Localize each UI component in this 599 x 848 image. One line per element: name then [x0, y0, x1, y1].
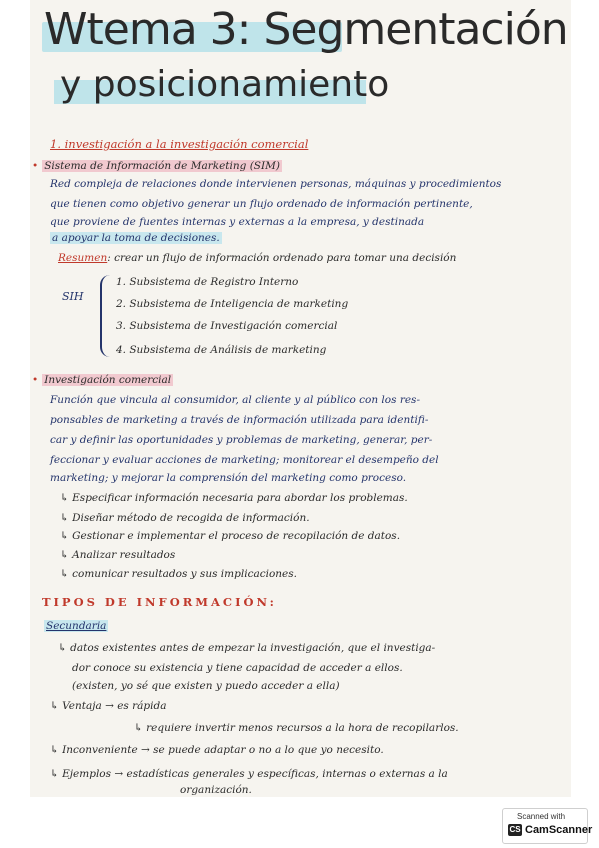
subsystem-item: 3. Subsistema de Investigación comercial — [116, 320, 338, 332]
process-step: ↳ Analizar resultados — [60, 549, 176, 561]
section2-title: Investigación comercial — [44, 374, 172, 386]
camscanner-logo-icon: CS — [509, 825, 521, 834]
bullet: • — [32, 374, 39, 386]
sim-title: Sistema de Información de Marketing (SIM) — [44, 160, 280, 172]
process-step: ↳ Diseñar método de recogida de información. — [60, 512, 310, 524]
ventaja-line: ↳ Ventaja → es rápida — [50, 700, 167, 712]
section2-definition-line: marketing; y mejorar la comprensión del marketing como proceso. — [50, 472, 407, 484]
section1-heading: 1. investigación a la investigación comercial — [50, 137, 309, 151]
camscanner-name: CamScanner — [525, 824, 593, 836]
subsystem-item: 1. Subsistema de Registro Interno — [116, 276, 299, 288]
page-title: Wtema 3: Segmentación — [44, 4, 568, 55]
section2-definition-line: Función que vincula al consumidor, al cliente y al público con los res- — [50, 394, 420, 406]
section2-definition-line: car y definir las oportunidades y problemas de marketing, generar, per- — [50, 434, 433, 446]
section3-title: TIPOS DE INFORMACIÓN: — [42, 595, 277, 609]
sim-title-line — [32, 160, 282, 173]
page-subtitle: y posicionamiento — [60, 64, 389, 105]
resumen-line — [58, 252, 456, 265]
subsystem-item: 4. Subsistema de Análisis de marketing — [116, 344, 327, 356]
process-step: ↳ Especificar información necesaria para abordar los problemas. — [60, 492, 408, 504]
sim-definition-line: a apoyar la toma de decisiones. — [52, 232, 220, 244]
bullet: • — [32, 160, 39, 172]
resumen-text: : crear un flujo de información ordenado para tomar una decisión — [107, 252, 457, 264]
secondary-info-line: (existen, yo sé que existen y puedo acceder a ella) — [72, 680, 340, 692]
ejemplos-line-2: organización. — [180, 784, 252, 796]
secondary-info-line: dor conoce su existencia y tiene capacidad de acceder a ellos. — [72, 662, 403, 674]
scanned-with-label: Scanned with — [517, 812, 566, 821]
sih-label: SIH — [62, 290, 84, 303]
ejemplos-line: ↳ Ejemplos → estadísticas generales y específicas, internas o externas a la — [50, 768, 448, 780]
notebook-page — [30, 0, 571, 797]
resumen-label: Resumen — [58, 252, 108, 264]
sim-definition-line: Red compleja de relaciones donde intervienen personas, máquinas y procedimientos — [50, 178, 502, 190]
process-step: ↳ comunicar resultados y sus implicaciones. — [60, 568, 297, 580]
section2-definition-line: ponsables de marketing a través de información utilizada para identifi- — [50, 414, 429, 426]
section2-title-line — [32, 374, 173, 387]
ventaja-detail: ↳ requiere invertir menos recursos a la hora de recopilarlos. — [134, 722, 459, 734]
section3-subtitle: Secundaria — [46, 620, 107, 632]
section2-definition-line: feccionar y evaluar acciones de marketing; monitorear el desempeño del — [50, 454, 439, 466]
inconveniente-line: ↳ Inconveniente → se puede adaptar o no a lo que yo necesito. — [50, 744, 384, 756]
brace-icon — [100, 275, 112, 357]
secondary-info-line: ↳ datos existentes antes de empezar la investigación, que el investiga- — [58, 642, 436, 654]
sim-definition-line: que proviene de fuentes internas y externas a la empresa, y destinada — [50, 216, 425, 228]
process-step: ↳ Gestionar e implementar el proceso de recopilación de datos. — [60, 530, 401, 542]
camscanner-watermark — [502, 808, 593, 844]
sim-definition-line: que tienen como objetivo generar un flujo ordenado de información pertinente, — [50, 198, 473, 210]
subsystem-item: 2. Subsistema de Inteligencia de marketing — [116, 298, 349, 310]
